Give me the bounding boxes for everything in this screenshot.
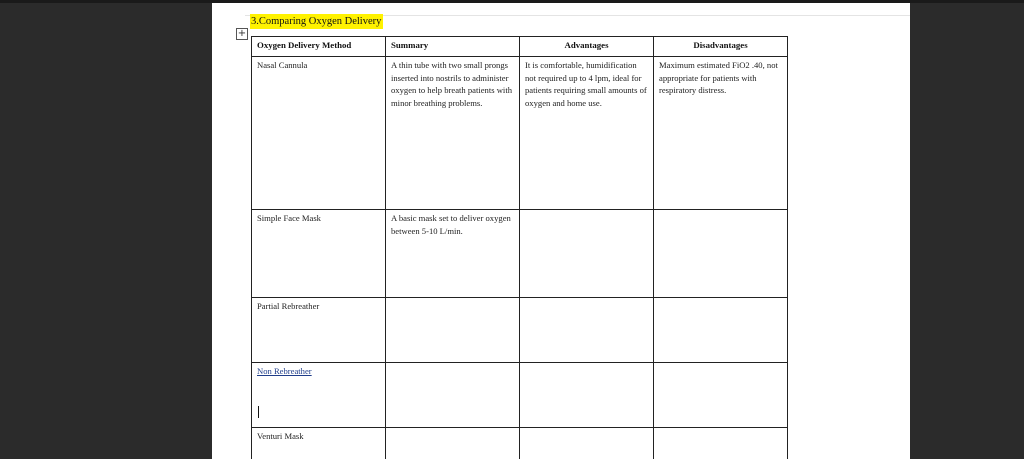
cell-advantages[interactable]	[520, 363, 654, 428]
section-heading: 3.Comparing Oxygen Delivery	[251, 16, 382, 27]
document-page[interactable]	[212, 3, 910, 459]
cell-advantages[interactable]	[520, 210, 654, 298]
cell-summary[interactable]	[386, 428, 520, 459]
table-row	[252, 298, 788, 363]
table-row	[252, 57, 788, 210]
cell-summary[interactable]: A thin tube with two small prongs inserted into nostrils to administer oxygen to help breath patients with minor breathing problems.	[386, 57, 520, 210]
comparison-table	[251, 36, 788, 459]
cell-method[interactable]	[252, 363, 386, 428]
non-rebreather-link[interactable]: Non Rebreather	[257, 366, 312, 376]
cell-disadvantages[interactable]	[654, 298, 788, 363]
header-disadvantages[interactable]: Disadvantages	[654, 37, 788, 57]
cell-summary[interactable]: A basic mask set to deliver oxygen between 5-10 L/min.	[386, 210, 520, 298]
cell-advantages[interactable]: It is comfortable, humidification not required up to 4 lpm, ideal for patients requiring small amounts of oxygen and home use.	[520, 57, 654, 210]
cell-disadvantages[interactable]: Maximum estimated FiO2 .40, not appropriate for patients with respiratory distress.	[654, 57, 788, 210]
header-method[interactable]: Oxygen Delivery Method	[252, 37, 386, 57]
header-summary[interactable]: Summary	[386, 37, 520, 57]
cell-disadvantages[interactable]	[654, 210, 788, 298]
cell-method[interactable]: Simple Face Mask	[252, 210, 386, 298]
cell-summary[interactable]	[386, 363, 520, 428]
table-row	[252, 210, 788, 298]
table-row	[252, 428, 788, 459]
table-move-handle-icon[interactable]: +	[237, 28, 247, 39]
table-header-row	[252, 37, 788, 57]
cell-disadvantages[interactable]	[654, 428, 788, 459]
text-cursor	[258, 406, 259, 418]
cell-disadvantages[interactable]	[654, 363, 788, 428]
cell-method[interactable]: Venturi Mask	[252, 428, 386, 459]
cell-summary[interactable]	[386, 298, 520, 363]
cell-advantages[interactable]	[520, 428, 654, 459]
table-row	[252, 363, 788, 428]
header-advantages[interactable]: Advantages	[520, 37, 654, 57]
cell-method[interactable]: Partial Rebreather	[252, 298, 386, 363]
cell-advantages[interactable]	[520, 298, 654, 363]
cell-method[interactable]: Nasal Cannula	[252, 57, 386, 210]
